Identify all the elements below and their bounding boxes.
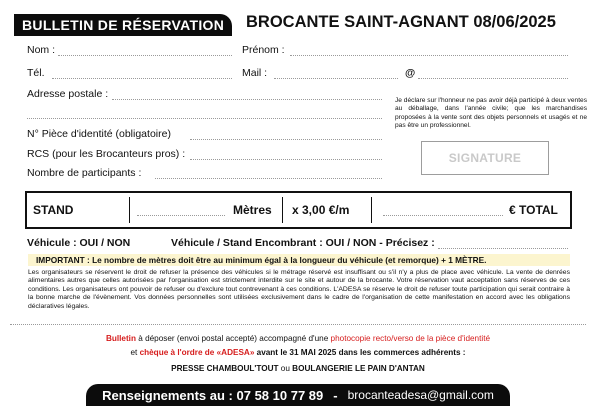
vehicule-question: Véhicule : OUI / NON [27,237,131,249]
separator [10,324,586,325]
piece-identite-label: N° Pièce d'identité (obligatoire) [27,128,171,140]
nom-field[interactable] [58,55,232,56]
info-et: et [130,348,140,357]
info-shop-2: BOULANGERIE LE PAIN D'ANTAN [292,364,425,373]
contact-phone: Renseignements au : 07 58 10 77 89 [102,387,324,403]
at-symbol: @ [405,67,416,79]
info-line-3 [0,364,596,373]
info-line-1 [0,334,596,343]
total-label: € TOTAL [509,203,558,217]
declaration-text: Je déclare sur l'honneur ne pas avoir déjà participé à deux ventes au déballage, dans l'année civile; que les marchandises proposées à la vente sont des objets personnels et usagés et ne pas être un professionnel. [395,97,587,130]
signature-label: SIGNATURE [448,151,522,165]
info-deadline: avant le 31 MAI 2025 dans les commerces adhérents : [254,348,466,357]
info-deposit: à déposer (envoi postal accepté) accompagné d'une [135,334,331,343]
total-field[interactable] [383,215,503,216]
participants-label: Nombre de participants : [27,167,142,179]
rcs-field[interactable] [190,159,382,160]
prenom-label: Prénom : [242,44,285,56]
stand-divider-3 [371,197,372,223]
stand-box [25,191,572,229]
adresse-field-2[interactable] [27,118,382,119]
rcs-label: RCS (pour les Brocanteurs pros) : [27,148,186,160]
nom-label: Nom : [27,44,56,56]
contact-footer [86,384,510,406]
encombrant-question: Véhicule / Stand Encombrant : OUI / NON - Précisez : [171,237,435,249]
event-title: BROCANTE SAINT-AGNANT 08/06/2025 [246,13,556,31]
info-line-2 [0,348,596,357]
stand-divider-2 [282,197,283,223]
adresse-field-1[interactable] [112,99,382,100]
piece-identite-field[interactable] [190,139,382,140]
tel-field[interactable] [52,78,232,79]
mail-field-domain[interactable] [418,78,568,79]
stand-label: STAND [33,203,74,217]
stand-divider-1 [129,197,130,223]
adresse-label: Adresse postale : [27,88,109,100]
metres-label: Mètres [233,203,272,217]
info-shop-1: PRESSE CHAMBOUL'TOUT [171,364,279,373]
info-cheque: chèque à l'ordre de «ADESA» [139,348,255,357]
info-bulletin: Bulletin [105,334,136,343]
important-banner [28,254,570,266]
metres-field[interactable] [137,215,225,216]
contact-email[interactable]: brocanteadesa@gmail.com [347,388,494,402]
info-photocopie: photocopie recto/verso de la pièce d'identité [330,334,491,343]
mail-label: Mail : [242,67,268,79]
banner-title [14,14,232,36]
precisez-field[interactable] [438,248,568,249]
contact-separator: - [333,387,338,403]
price-per-metre: x 3,00 €/m [292,203,350,217]
signature-box[interactable] [421,141,549,175]
conditions-text: Les organisateurs se réservent le droit de refuser la présence des véhicules si le métrage réservé est insuffisant ou s'il n'y a plus de place avec véhicule. La vente de denrées alimentaires autres que celles autorisées par l'organisation est strictement interdite sur le site et autour de la brocante. Votre réservation vaut acceptation sans réserves de ces conditions. Les organisateurs ont pouvoir de refuser ou d'exclure tout contrevenant à ces conditions. L'ADESA se réserve le droit de refuser toute participation qui serait contraire à la bonne marche de l'évènement. Vos données personnelles sont utilisées exclusivement dans le cadre de l'organisation de cette manifestation en accord avec les obligations déclaratives légales. [28,269,570,310]
mail-field-user[interactable] [274,78,398,79]
banner-text: BULLETIN DE RÉSERVATION [22,17,225,33]
participants-field[interactable] [155,178,382,179]
prenom-field[interactable] [290,55,568,56]
info-ou: ou [278,364,293,373]
tel-label: Tél. [27,67,45,79]
important-text: IMPORTANT : Le nombre de mètres doit être au minimum égal à la longueur du véhicule (et remorque) + 1 MÈTRE. [36,255,487,265]
